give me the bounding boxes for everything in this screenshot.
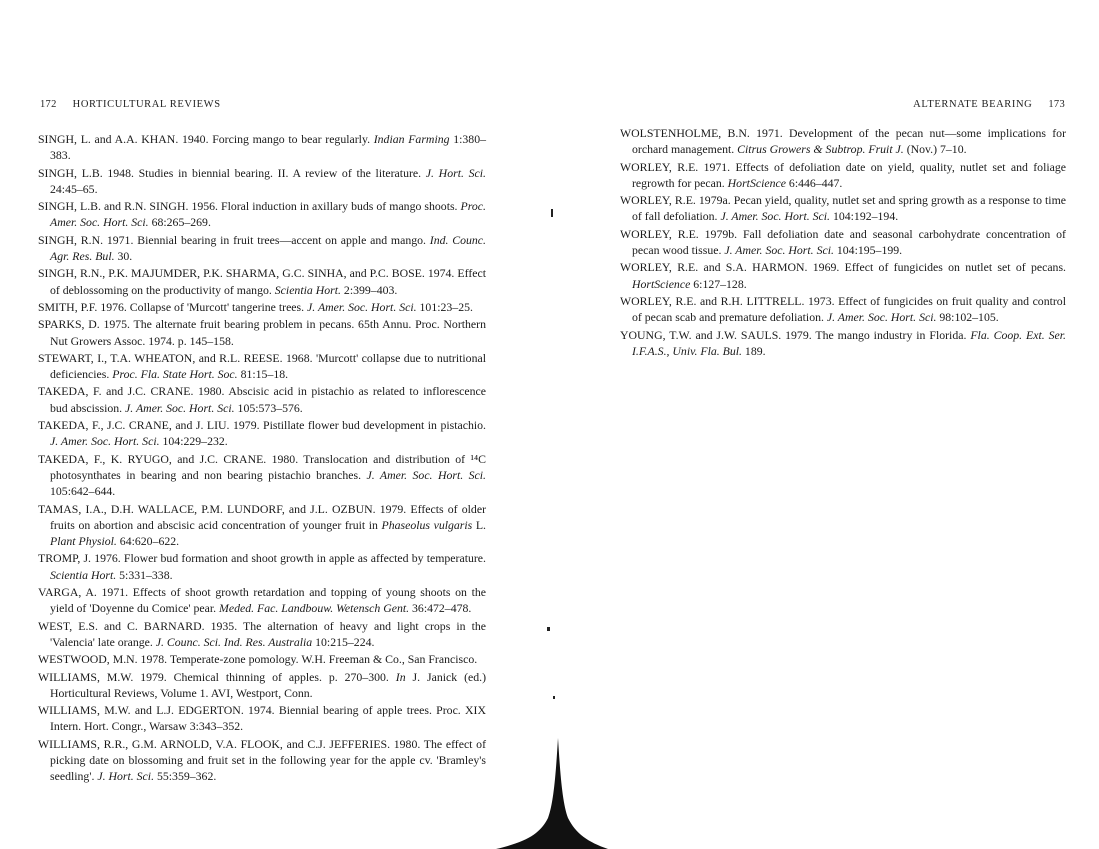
reference-text: (Nov.) 7–10. [903, 142, 967, 157]
reference-text: WORLEY, R.E. 1971. Effects of defoliation date on yield, quality, nutlet set and foliage regrowth for pecan. [620, 159, 1066, 190]
reference-entry [38, 550, 486, 583]
reference-text: 6:446–447. [785, 175, 843, 190]
left-page [0, 0, 548, 849]
reference-text: 2:399–403. [340, 282, 398, 297]
reference-entry [38, 131, 486, 164]
scan-speck [551, 209, 553, 217]
reference-text: 81:15–18. [237, 367, 289, 382]
left-running-title: HORTICULTURAL REVIEWS [72, 99, 221, 110]
reference-text: 36:472–478. [409, 601, 472, 616]
reference-text: 5:331–338. [116, 567, 173, 582]
left-page-number: 172 [40, 99, 57, 110]
reference-entry [38, 669, 486, 702]
reference-text: STEWART, I., T.A. WHEATON, and R.L. REESE. 1968. 'Murcott' collapse due to nutritional deficiencies. [38, 350, 486, 382]
reference-journal: J. Hort. Sci. [97, 769, 155, 784]
reference-text: WESTWOOD, M.N. 1978. Temperate-zone pomology. W.H. Freeman & Co., San Francisco. [38, 652, 478, 667]
reference-text: TAKEDA, F. and J.C. CRANE. 1980. Abscisic acid in pistachio as related to inflorescence bud abscission. [38, 384, 486, 415]
reference-text: 68:265–269. [148, 215, 211, 230]
reference-journal: Phaseolus vulgaris [381, 517, 473, 532]
reference-text: 104:229–232. [159, 434, 228, 449]
reference-journal: J. Amer. Soc. Hort. Sci. [307, 299, 417, 314]
reference-entry [38, 651, 486, 667]
reference-journal: Fla. Coop. Ext. Ser. I.F.A.S., Univ. Fla. Bul. [632, 327, 1067, 358]
right-running-head [913, 99, 1065, 110]
reference-text: SINGH, L.B. 1948. Studies in biennial bearing. II. A review of the literature. [38, 165, 426, 180]
reference-entry [620, 226, 1066, 259]
left-running-head [40, 99, 221, 110]
reference-journal: Proc. Amer. Soc. Hort. Sci. [50, 199, 486, 230]
reference-text: SMITH, P.F. 1976. Collapse of 'Murcott' tangerine trees. [38, 299, 308, 314]
reference-text: 98:102–105. [936, 310, 999, 325]
reference-entry [38, 350, 486, 383]
reference-text: TAMAS, I.A., D.H. WALLACE, P.M. LUNDORF, and J.L. OZBUN. 1979. Effects of older fruits on abortion and abscisic acid concentration of younger fruit in [38, 501, 486, 532]
right-running-title: ALTERNATE BEARING [913, 99, 1033, 110]
scan-speck [547, 627, 550, 631]
reference-journal: J. Amer. Soc. Hort. Sci. [366, 467, 486, 482]
reference-journal: J. Amer. Soc. Hort. Sci. [826, 310, 937, 325]
right-page [550, 0, 1099, 849]
reference-text: 30. [114, 249, 133, 264]
reference-entry [38, 383, 486, 416]
reference-journal: J. Amer. Soc. Hort. Sci. [720, 209, 830, 224]
reference-entry [620, 327, 1066, 360]
reference-entry [38, 232, 486, 265]
reference-text: TAKEDA, F., K. RYUGO, and J.C. CRANE. 1980. Translocation and distribution of ¹⁴C photosynthates in bearing and non bearing pistachio branches. [38, 451, 486, 482]
reference-text: SINGH, R.N., P.K. MAJUMDER, P.K. SHARMA, G.C. SINHA, and P.C. BOSE. 1974. Effect of deblossoming on the productivity of mango. [38, 266, 486, 297]
reference-text: 189. [741, 343, 766, 358]
reference-text: YOUNG, T.W. and J.W. SAULS. 1979. The mango industry in Florida. [620, 327, 971, 342]
reference-entry [620, 259, 1066, 292]
reference-journal: Proc. Fla. State Hort. Soc. [112, 367, 238, 382]
reference-text: WILLIAMS, M.W. 1979. Chemical thinning of apples. p. 270–300. [38, 669, 396, 684]
scan-speck [553, 696, 555, 699]
reference-journal: Plant Physiol. [50, 534, 117, 549]
reference-journal: In [395, 669, 406, 684]
reference-text: WILLIAMS, M.W. and L.J. EDGERTON. 1974. Biennial bearing of apple trees. Proc. XIX Intern. Hort. Congr., Warsaw 3:343–352. [38, 703, 486, 734]
reference-text: WOLSTENHOLME, B.N. 1971. Development of the pecan nut—some implications for orchard management. [620, 126, 1066, 157]
reference-text: VARGA, A. 1971. Effects of shoot growth retardation and topping of young shoots on the yield of 'Doyenne du Comice' pear. [38, 585, 486, 616]
reference-entry [38, 165, 486, 198]
reference-text: SINGH, L. and A.A. KHAN. 1940. Forcing mango to bear regularly. [38, 132, 374, 146]
reference-text: SINGH, R.N. 1971. Biennial bearing in fruit trees—accent on apple and mango. [38, 232, 430, 247]
reference-text: 101:23–25. [416, 299, 473, 314]
reference-entry [620, 125, 1066, 158]
reference-text: 24:45–65. [50, 181, 98, 196]
reference-text: WEST, E.S. and C. BARNARD. 1935. The alternation of heavy and light crops in the 'Valencia' late orange. [38, 618, 486, 649]
reference-entry [38, 451, 486, 500]
reference-journal: J. Hort. Sci. [425, 165, 486, 180]
reference-journal: HortScience [727, 175, 786, 190]
right-reference-list [620, 125, 1066, 360]
reference-text: J. Janick (ed.) Horticultural Reviews, Volume 1. AVI, Westport, Conn. [50, 669, 487, 700]
reference-text: 105:573–576. [234, 400, 303, 415]
reference-entry [620, 159, 1066, 192]
reference-text: WORLEY, R.E. and R.H. LITTRELL. 1973. Effect of fungicides on fruit quality and control of pecan scab and premature defoliation. [620, 293, 1066, 325]
reference-entry [620, 293, 1066, 326]
reference-journal: J. Amer. Soc. Hort. Sci. [50, 434, 160, 449]
reference-entry [38, 299, 486, 315]
reference-text: WORLEY, R.E. 1979b. Fall defoliation date and seasonal carbohydrate concentration of pecan wood tissue. [620, 226, 1066, 258]
reference-text: L. [472, 517, 486, 532]
reference-journal: J. Amer. Soc. Hort. Sci. [724, 243, 834, 258]
reference-entry [38, 584, 486, 617]
reference-text: WORLEY, R.E. and S.A. HARMON. 1969. Effect of fungicides on nutlet set of pecans. [620, 260, 1066, 275]
reference-text: 6:127–128. [690, 276, 747, 291]
reference-entry [38, 618, 486, 651]
reference-text: 64:620–622. [116, 534, 180, 549]
reference-entry [38, 736, 486, 785]
right-page-number: 173 [1048, 99, 1065, 110]
reference-text: 105:642–644. [50, 484, 116, 499]
reference-journal: Citrus Growers & Subtrop. Fruit J. [737, 142, 904, 157]
reference-entry [38, 501, 486, 550]
reference-journal: Scientia Hort. [50, 567, 117, 582]
reference-journal: J. Counc. Sci. Ind. Res. Australia [155, 634, 313, 649]
reference-journal: Scientia Hort. [274, 282, 341, 297]
reference-text: 104:195–199. [833, 243, 903, 258]
reference-entry [38, 702, 486, 735]
reference-journal: HortScience [632, 276, 691, 291]
reference-text: 10:215–224. [312, 634, 375, 649]
reference-text: 1:380–383. [50, 132, 486, 163]
reference-text: 104:192–194. [830, 209, 899, 224]
left-reference-list [38, 131, 486, 786]
reference-entry [38, 316, 486, 349]
reference-text: 55:359–362. [154, 769, 217, 784]
reference-journal: Meded. Fac. Landbouw. Wetensch Gent. [219, 601, 410, 616]
reference-text: TAKEDA, F., J.C. CRANE, and J. LIU. 1979. Pistillate flower bud development in pistachio. [38, 418, 486, 433]
gutter-scan-shadow [496, 730, 608, 849]
reference-entry [38, 198, 486, 231]
reference-text: WILLIAMS, R.R., G.M. ARNOLD, V.A. FLOOK, and C.J. JEFFERIES. 1980. The effect of picking date on blossoming and fruit set in the following year for the apple cv. 'Bramley's seedling'. [38, 736, 486, 784]
reference-journal: Indian Farming [373, 132, 450, 146]
reference-text: WORLEY, R.E. 1979a. Pecan yield, quality, nutlet set and spring growth as a response to time of fall defoliation. [620, 193, 1066, 224]
reference-journal: Ind. Counc. Agr. Res. Bul. [50, 232, 486, 264]
reference-journal: J. Amer. Soc. Hort. Sci. [125, 400, 235, 415]
reference-text: TROMP, J. 1976. Flower bud formation and shoot growth in apple as affected by temperature. [38, 551, 486, 566]
reference-entry [38, 265, 486, 298]
reference-text: SPARKS, D. 1975. The alternate fruit bearing problem in pecans. 65th Annu. Proc. Northern Nut Growers Assoc. 1974. p. 145–158. [38, 317, 486, 348]
reference-text: SINGH, L.B. and R.N. SINGH. 1956. Floral induction in axillary buds of mango shoots. [38, 199, 461, 214]
reference-entry [38, 417, 486, 450]
reference-entry [620, 192, 1066, 225]
